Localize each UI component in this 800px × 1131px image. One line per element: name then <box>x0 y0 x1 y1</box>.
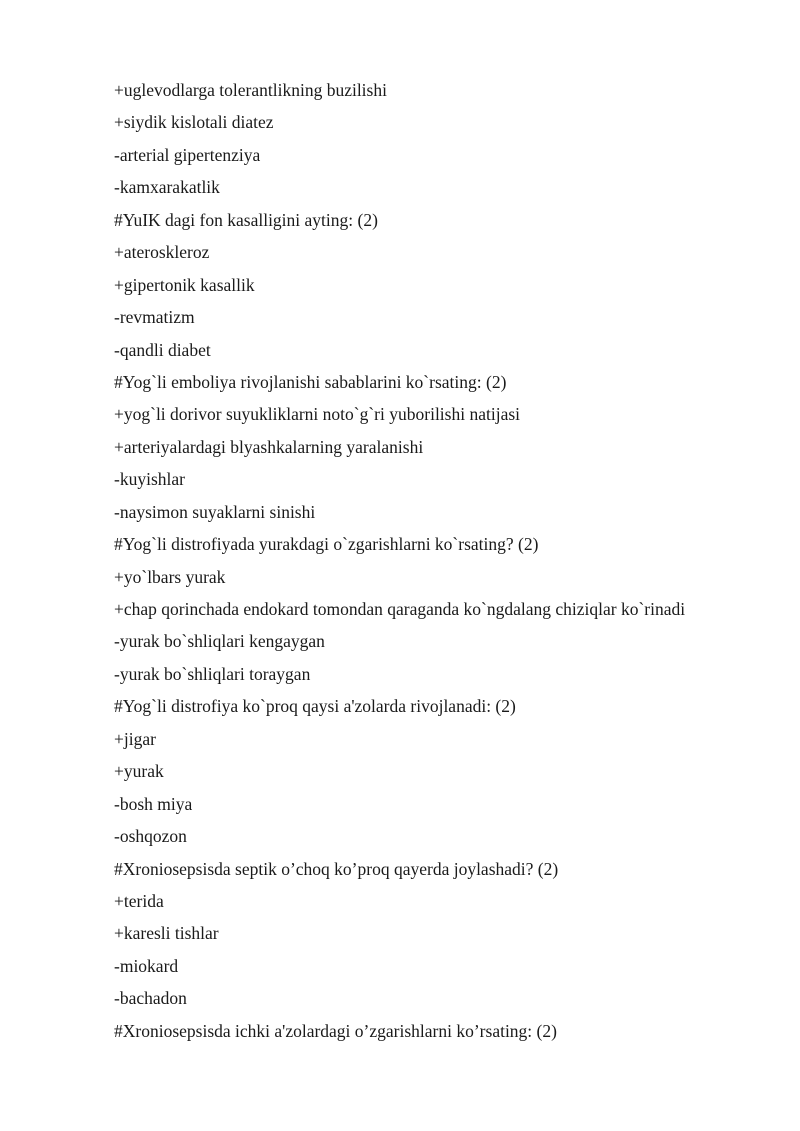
text-line: -yurak bo`shliqlari kengaygan <box>114 631 325 652</box>
text-line: +chap qorinchada endokard tomondan qaraganda ko`ngdalang chiziqlar ko`rinadi <box>114 599 686 619</box>
question-line: #Yog`li emboliya rivojlanishi sabablarini ko`rsating: (2) <box>114 371 507 392</box>
text-line: +arteriyalardagi blyashkalarning yaralanishi <box>114 436 424 457</box>
text-line: +ateroskleroz <box>114 242 210 263</box>
text-line: -oshqozon <box>114 826 187 847</box>
question-line: #YuIK dagi fon kasalligini ayting: (2) <box>114 209 378 230</box>
text-line: -naysimon suyaklarni sinishi <box>114 501 316 522</box>
text-block <box>114 74 774 1047</box>
text-line: -yurak bo`shliqlari toraygan <box>114 663 311 684</box>
text-line: +uglevodlarga tolerantlikning buzilishi <box>114 80 387 100</box>
text-line: -qandli diabet <box>114 339 211 360</box>
question-line: #Yog`li distrofiyada yurakdagi o`zgarishlarni ko`rsating? (2) <box>114 534 539 555</box>
text-line: +gipertonik kasallik <box>114 274 255 295</box>
text-line: +terida <box>114 890 164 911</box>
text-line: +siydik kislotali diatez <box>114 112 274 133</box>
question-line: #Yog`li distrofiya ko`proq qaysi a'zolarda rivojlanadi: (2) <box>114 696 516 717</box>
text-line: +yo`lbars yurak <box>114 566 226 587</box>
text-line: +jigar <box>114 728 156 749</box>
text-line: -arterial gipertenziya <box>114 144 261 165</box>
text-line: -bachadon <box>114 988 187 1009</box>
text-line: -revmatizm <box>114 307 195 328</box>
text-line: -bosh miya <box>114 793 193 814</box>
text-line: +karesli tishlar <box>114 923 219 944</box>
text-line: +yog`li dorivor suyukliklarni noto`g`ri yuborilishi natijasi <box>114 404 521 425</box>
question-line: #Xroniosepsisda septik o’choq ko’proq qayerda joylashadi? (2) <box>114 858 559 879</box>
text-line: +yurak <box>114 761 164 782</box>
text-line: -miokard <box>114 955 179 976</box>
text-line: -kamxarakatlik <box>114 177 220 198</box>
question-line: #Xroniosepsisda ichki a'zolardagi o’zgarishlarni ko’rsating: (2) <box>114 1020 557 1041</box>
text-line: -kuyishlar <box>114 469 185 490</box>
